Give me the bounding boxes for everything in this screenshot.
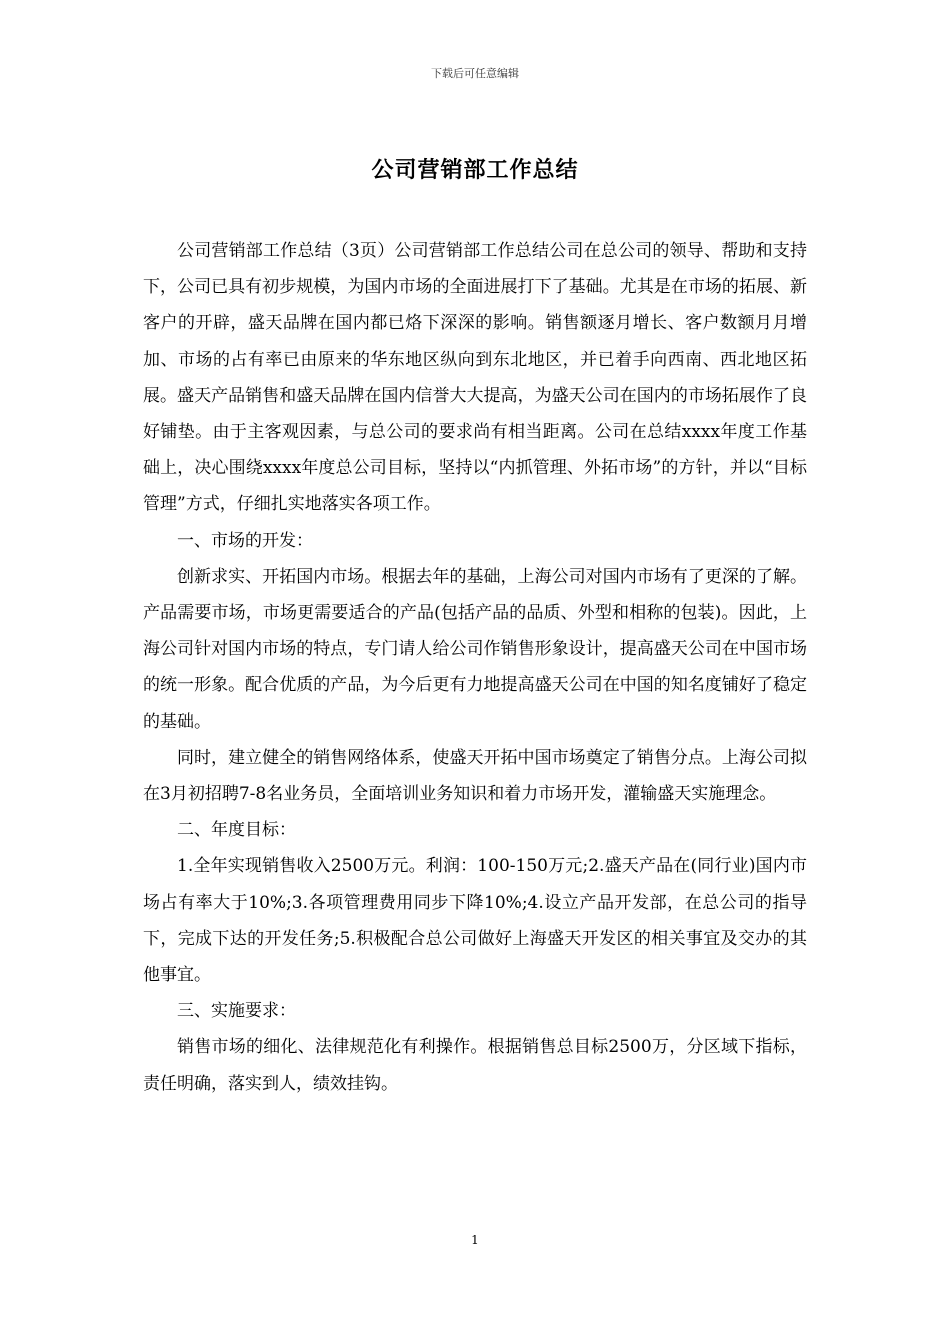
implementation-paragraph: 销售市场的细化、法律规范化有利操作。根据销售总目标2500万，分区域下指标，责任明确，落实到人，绩效挂钩。 <box>143 1037 807 1094</box>
page-header-note: 下载后可任意编辑 <box>431 67 519 80</box>
section-heading-implementation: 三、实施要求： <box>177 1001 296 1022</box>
section-heading-annual-goals: 二、年度目标： <box>177 820 296 841</box>
document-body <box>143 233 807 1102</box>
section-heading-market-development: 一、市场的开发： <box>177 530 313 551</box>
intro-paragraph: 公司营销部工作总结（3页）公司营销部工作总结公司在总公司的领导、帮助和支持下，公司已具有初步规模，为国内市场的全面进展打下了基础。尤其是在市场的拓展、新客户的开辟，盛天品牌在国内都已烙下深深的影响。销售额逐月增长、客户数额月月增加、市场的占有率已由原来的华东地区纵向到东北地区，并已着手向西南、西北地区拓展。盛天产品销售和盛天品牌在国内信誉大大提高，为盛天公司在国内的市场拓展作了良好铺垫。由于主客观因素，与总公司的要求尚有相当距离。公司在总结xxxx年度工作基础上，决心围绕xxxx年度总公司目标，坚持以“内抓管理、外拓市场”的方针，并以“目标管理”方式，仔细扎实地落实各项工作。 <box>143 241 807 515</box>
page-number: 1 <box>471 1233 479 1247</box>
annual-goals-paragraph: 1.全年实现销售收入2500万元。利润：100-150万元;2.盛天产品在(同行业)国内市场占有率大于10%;3.各项管理费用同步下降10%;4.设立产品开发部，在总公司的指导下，完成下达的开发任务;5.积极配合总公司做好上海盛天开发区的相关事宜及交办的其他事宜。 <box>143 856 807 986</box>
sales-network-paragraph: 同时，建立健全的销售网络体系，使盛天开拓中国市场奠定了销售分点。上海公司拟在3月初招聘7-8名业务员，全面培训业务知识和着力市场开发，灌输盛天实施理念。 <box>143 747 807 805</box>
document-title: 公司营销部工作总结 <box>371 157 579 183</box>
market-development-paragraph: 创新求实、开拓国内市场。根据去年的基础，上海公司对国内市场有了更深的了解。产品需要市场，市场更需要适合的产品(包括产品的品质、外型和相称的包装)。因此，上海公司针对国内市场的特点，专门请人给公司作销售形象设计，提高盛天公司在中国市场的统一形象。配合优质的产品，为今后更有力地提高盛天公司在中国的知名度铺好了稳定的基础。 <box>143 566 807 732</box>
